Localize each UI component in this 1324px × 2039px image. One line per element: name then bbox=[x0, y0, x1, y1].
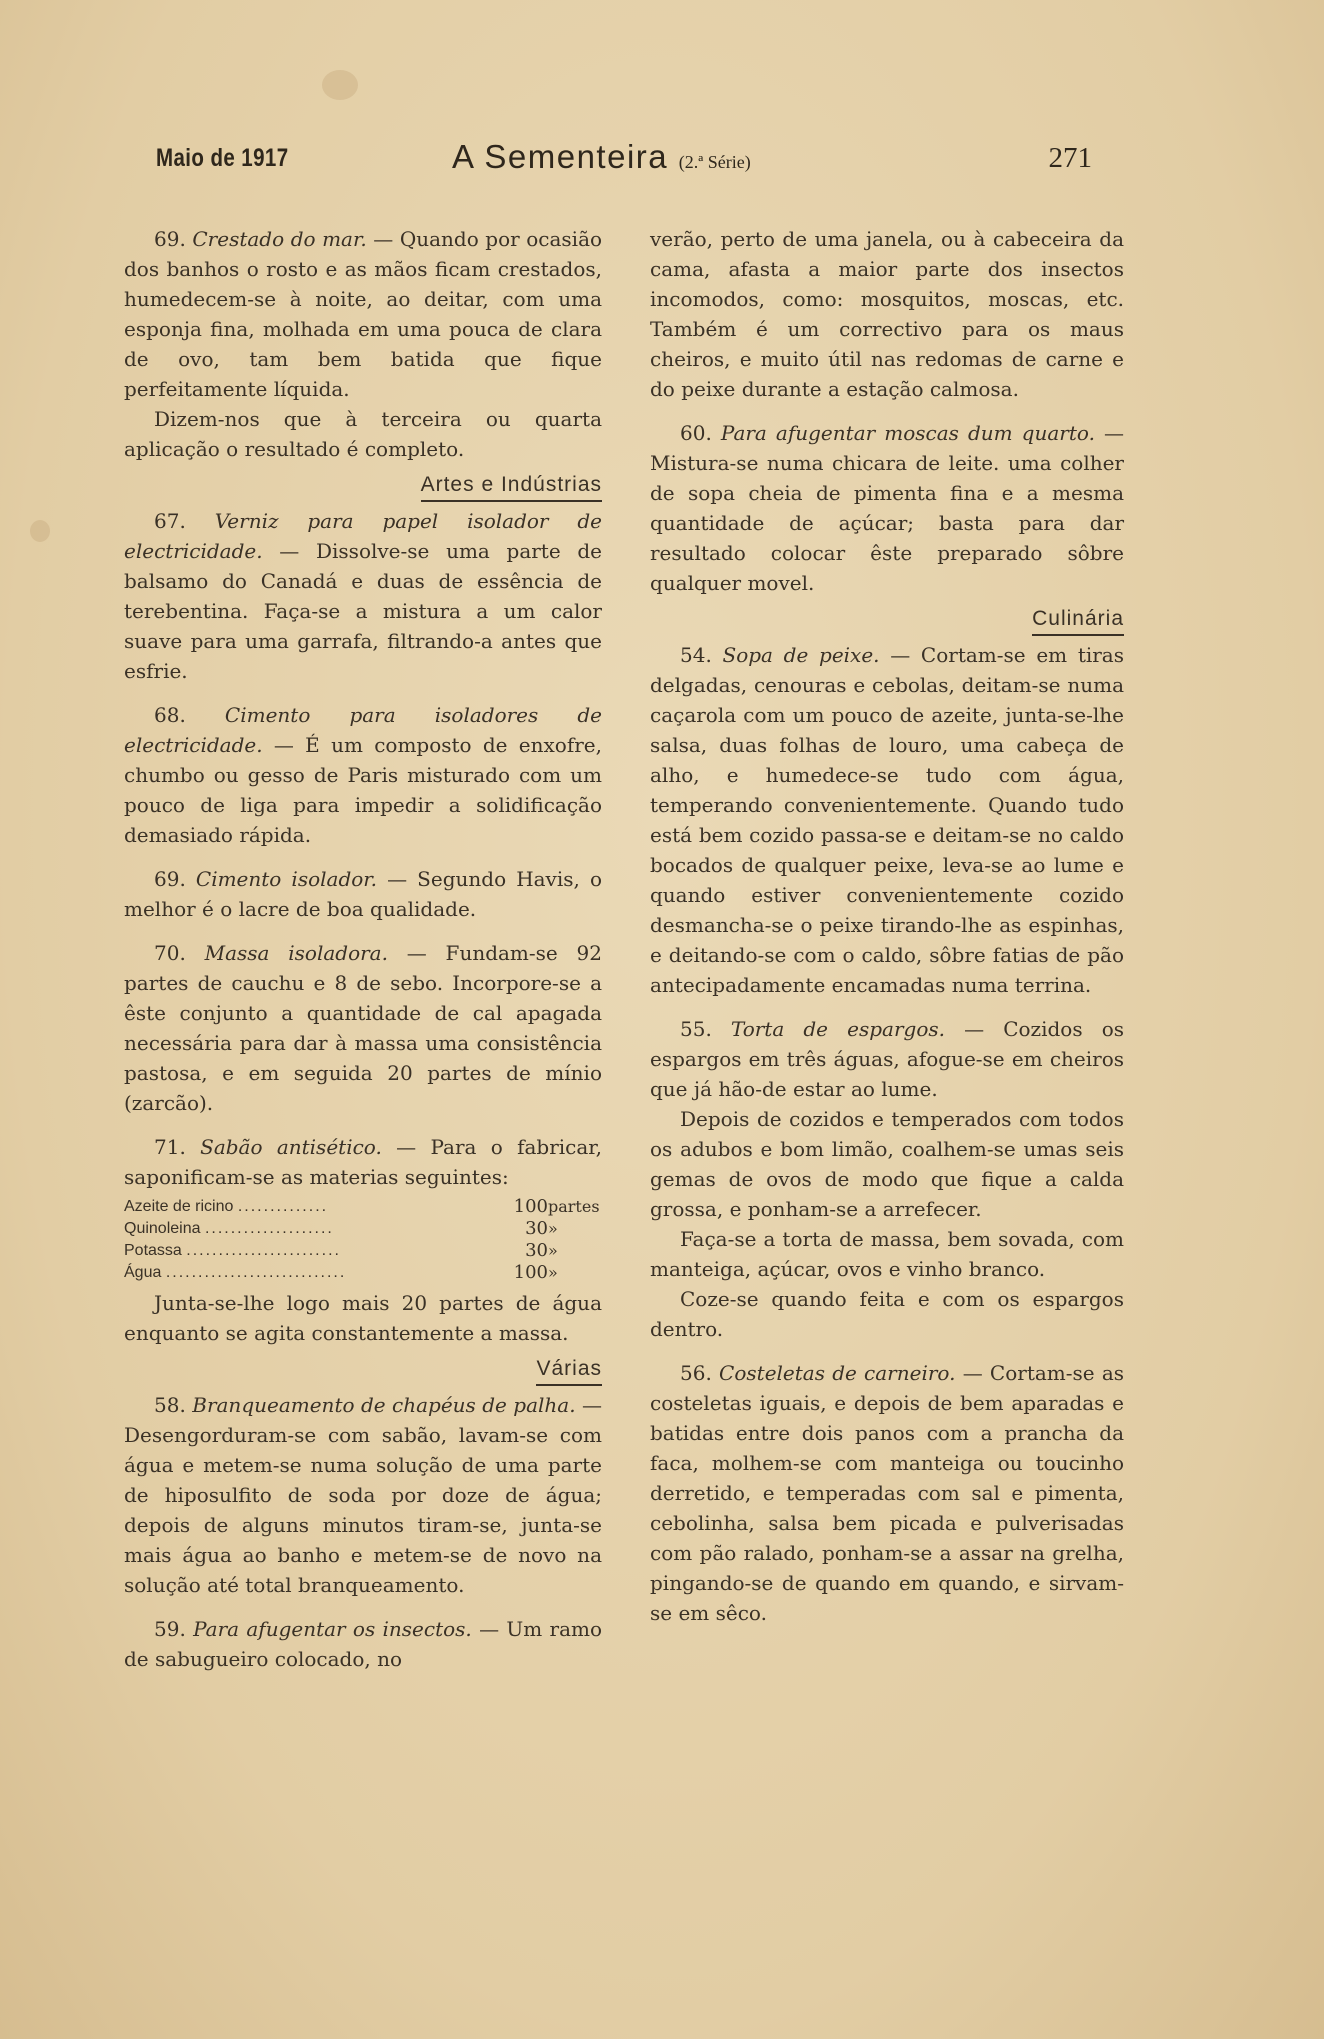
article-paragraph bbox=[124, 1614, 602, 1674]
series-label: (2.ª Série) bbox=[678, 152, 751, 172]
article-title: Torta de espargos. bbox=[730, 1017, 945, 1041]
article-paragraph bbox=[124, 224, 602, 404]
ingredient-unit: » bbox=[548, 1219, 558, 1238]
publication-title bbox=[452, 138, 751, 176]
ingredient-name: Água ............................ bbox=[124, 1264, 347, 1281]
article-title: Para afugentar moscas dum quarto. bbox=[720, 421, 1095, 445]
article-paragraph: Dizem-nos que à terceira ou quarta aplicação o resultado é completo. bbox=[124, 407, 602, 461]
article-paragraph bbox=[124, 700, 602, 850]
article-title: Branqueamento de chapéus de palha. bbox=[192, 1393, 576, 1417]
article-text: — Quando por ocasião dos banhos o rosto e as mãos ficam crestados, humedecem-se à noite, ao deitar, com uma esponja fina, molhada em uma pouca de clara de ovo, tam bem batida que fique perfeitamente líquida. bbox=[124, 227, 603, 401]
article-title: Para afugentar os insectos. bbox=[193, 1617, 472, 1641]
page-number: 271 bbox=[1048, 142, 1092, 174]
article-paragraph: Junta-se-lhe logo mais 20 partes de água enquanto se agita constantemente a massa. bbox=[124, 1291, 602, 1345]
article-paragraph bbox=[650, 1014, 1124, 1104]
article-number: 60. bbox=[680, 421, 712, 445]
publication-name: A Sementeira bbox=[452, 138, 669, 175]
section-heading bbox=[650, 606, 1124, 636]
article-text: — Cortam-se as costeletas iguais, e depois de bem aparadas e batidas entre dois panos com a prancha da faca, molhem-se com manteiga ou toucinho derretido, e temperadas com sal e pimenta, cebolinha, salsa bem picada e pulverisadas com pão ralado, ponham-se a assar na grelha, pingando-se de quando em quando, e sirvam-se em sêco. bbox=[650, 1361, 1125, 1625]
article-title: Sabão antisético. bbox=[200, 1135, 382, 1159]
article-title: Sopa de peixe. bbox=[722, 643, 880, 667]
issue-date: Maio de 1917 bbox=[156, 144, 289, 172]
ingredient-quantity: 100 bbox=[513, 1262, 548, 1283]
article-number: 55. bbox=[680, 1017, 712, 1041]
ingredient-name: Potassa ........................ bbox=[124, 1242, 341, 1259]
article-title: Cimento isolador. bbox=[195, 867, 378, 891]
article-paragraph bbox=[650, 1358, 1124, 1628]
table-row bbox=[124, 1240, 602, 1262]
article-text: — Segundo Havis, o melhor é o lacre de boa qualidade. bbox=[124, 867, 602, 921]
article-number: 54. bbox=[680, 643, 712, 667]
article-title: Cimento para isoladores de electricidade. bbox=[124, 703, 603, 757]
article-text: — Cozidos os espargos em três águas, afogue-se em cheiros que já hão-de estar ao lume. bbox=[650, 1017, 1124, 1101]
article-paragraph: Faça-se a torta de massa, bem sovada, com manteiga, açúcar, ovos e vinho branco. bbox=[650, 1227, 1124, 1281]
paper-stain bbox=[322, 70, 358, 100]
article-paragraph: Depois de cozidos e temperados com todos os adubos e bom limão, coalhem-se umas seis gemas de ovos de modo que fique a calda grossa, e ponham-se a arrefecer. bbox=[650, 1107, 1124, 1221]
page-header bbox=[156, 138, 1092, 182]
right-column bbox=[650, 224, 1124, 1628]
article-text: — Desengorduram-se com sabão, lavam-se com água e metem-se numa solução de uma parte de hiposulfito de soda por doze de água; depois de alguns minutos tiram-se, junta-se mais água ao banho e metem-se de novo na solução até total branqueamento. bbox=[124, 1393, 603, 1597]
article-number: 59. bbox=[154, 1617, 186, 1641]
table-row bbox=[124, 1218, 602, 1240]
left-column bbox=[124, 224, 602, 1674]
article-paragraph: verão, perto de uma janela, ou à cabeceira da cama, afasta a maior parte dos insectos incomodos, como: mosquitos, moscas, etc. Também é um correctivo para os maus cheiros, e muito útil nas redomas de carne e do peixe durante a estação calmosa. bbox=[650, 227, 1124, 401]
article-paragraph bbox=[124, 1390, 602, 1600]
section-title: Culinária bbox=[1032, 606, 1124, 636]
ingredient-unit: » bbox=[548, 1241, 558, 1260]
article-number: 70. bbox=[154, 941, 186, 965]
article-text: — Para o fabricar, saponificam-se as materias seguintes: bbox=[124, 1135, 603, 1189]
article-paragraph: Coze-se quando feita e com os espargos dentro. bbox=[650, 1287, 1124, 1341]
article-number: 68. bbox=[154, 703, 186, 727]
section-title: Várias bbox=[536, 1356, 602, 1386]
table-row bbox=[124, 1262, 602, 1284]
ingredient-unit: » bbox=[548, 1263, 558, 1282]
article-number: 56. bbox=[680, 1361, 712, 1385]
article-text: — É um composto de enxofre, chumbo ou gesso de Paris misturado com um pouco de liga para impedir a solidificação demasiado rápida. bbox=[124, 733, 602, 847]
article-text: — Cortam-se em tiras delgadas, cenouras e cebolas, deitam-se numa caçarola com um pouco de azeite, junta-se-lhe salsa, duas folhas de louro, uma cabeça de alho, e humedece-se tudo com água, temperando convenientemente. Quando tudo está bem cozido passa-se e deitam-se no caldo bocados de qualquer peixe, leva-se ao lume e quando estiver convenientemente cozido desmancha-se o peixe tirando-lhe as espinhas, e deitando-se com o caldo, sôbre fatias de pão antecipadamente encamadas numa terrina. bbox=[650, 643, 1124, 997]
table-row bbox=[124, 1196, 602, 1218]
article-paragraph bbox=[124, 864, 602, 924]
ingredient-unit: partes bbox=[548, 1197, 600, 1216]
ingredient-name: Quinoleina .................... bbox=[124, 1220, 334, 1237]
paper-stain bbox=[30, 520, 50, 542]
section-title: Artes e Indústrias bbox=[421, 472, 602, 502]
article-title: Crestado do mar. bbox=[192, 227, 367, 251]
section-heading bbox=[124, 472, 602, 502]
article-text: — Um ramo de sabugueiro colocado, no bbox=[124, 1617, 602, 1671]
article-number: 71. bbox=[154, 1135, 186, 1159]
article-text: — Mistura-se numa chicara de leite. uma colher de sopa cheia de pimenta fina e a mesma quantidade de açúcar; basta para dar resultado colocar êste preparado sôbre qualquer movel. bbox=[650, 421, 1125, 595]
article-title: Costeletas de carneiro. bbox=[719, 1361, 956, 1385]
article-title: Massa isoladora. bbox=[204, 941, 388, 965]
article-paragraph bbox=[124, 506, 602, 686]
ingredient-name: Azeite de ricino .............. bbox=[124, 1198, 329, 1215]
article-text: — Fundam-se 92 partes de cauchu e 8 de sebo. Incorpore-se a êste conjunto a quantidade de cal apagada necessária para dar à massa uma consistência pastosa, e em seguida 20 partes de mínio (zarcão). bbox=[124, 941, 602, 1115]
article-number: 69. bbox=[154, 227, 186, 251]
article-number: 58. bbox=[154, 1393, 186, 1417]
ingredient-quantity: 30 bbox=[525, 1240, 548, 1261]
article-number: 67. bbox=[154, 509, 186, 533]
article-paragraph bbox=[650, 640, 1124, 1000]
ingredient-quantity: 30 bbox=[525, 1218, 548, 1239]
ingredient-quantity: 100 bbox=[513, 1196, 548, 1217]
article-title: Verniz para papel isolador de electricidade. bbox=[124, 509, 602, 563]
article-paragraph bbox=[124, 1132, 602, 1192]
ingredient-table bbox=[124, 1196, 602, 1284]
section-heading bbox=[124, 1356, 602, 1386]
article-text: — Dissolve-se uma parte de balsamo do Canadá e duas de essência de terebentina. Faça-se a mistura a um calor suave para uma garrafa, filtrando-a antes que esfrie. bbox=[124, 539, 603, 683]
article-paragraph bbox=[124, 938, 602, 1118]
article-paragraph bbox=[650, 418, 1124, 598]
article-number: 69. bbox=[154, 867, 186, 891]
